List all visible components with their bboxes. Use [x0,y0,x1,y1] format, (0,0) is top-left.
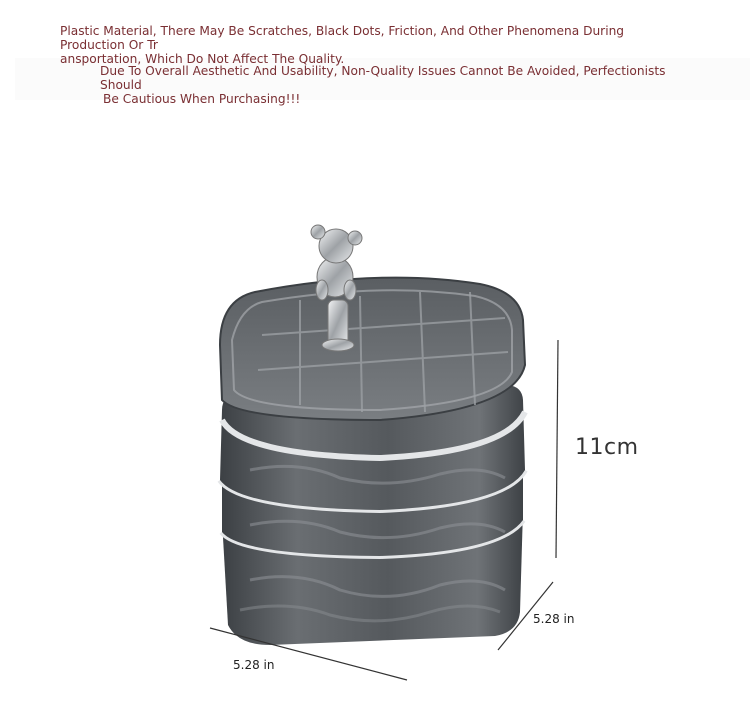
quality-notice-line-1: Plastic Material, There May Be Scratches, Black Dots, Friction, And Other Phenomena During Production Or Tr [60,24,625,52]
quality-notice-line-2: ansportation, Which Do Not Affect The Quality. [60,52,345,66]
caution-notice-line-1: Due To Overall Aesthetic And Usability, Non-Quality Issues Cannot Be Avoided, Perfectionists Should [100,64,666,92]
width-label: 5.28 in [233,658,275,672]
height-label: 11cm [575,435,639,460]
lid [220,278,525,420]
height-dimension-line [556,340,558,558]
caution-notice-line-2: Be Cautious When Purchasing!!! [103,92,301,106]
depth-label: 5.28 in [533,612,575,626]
